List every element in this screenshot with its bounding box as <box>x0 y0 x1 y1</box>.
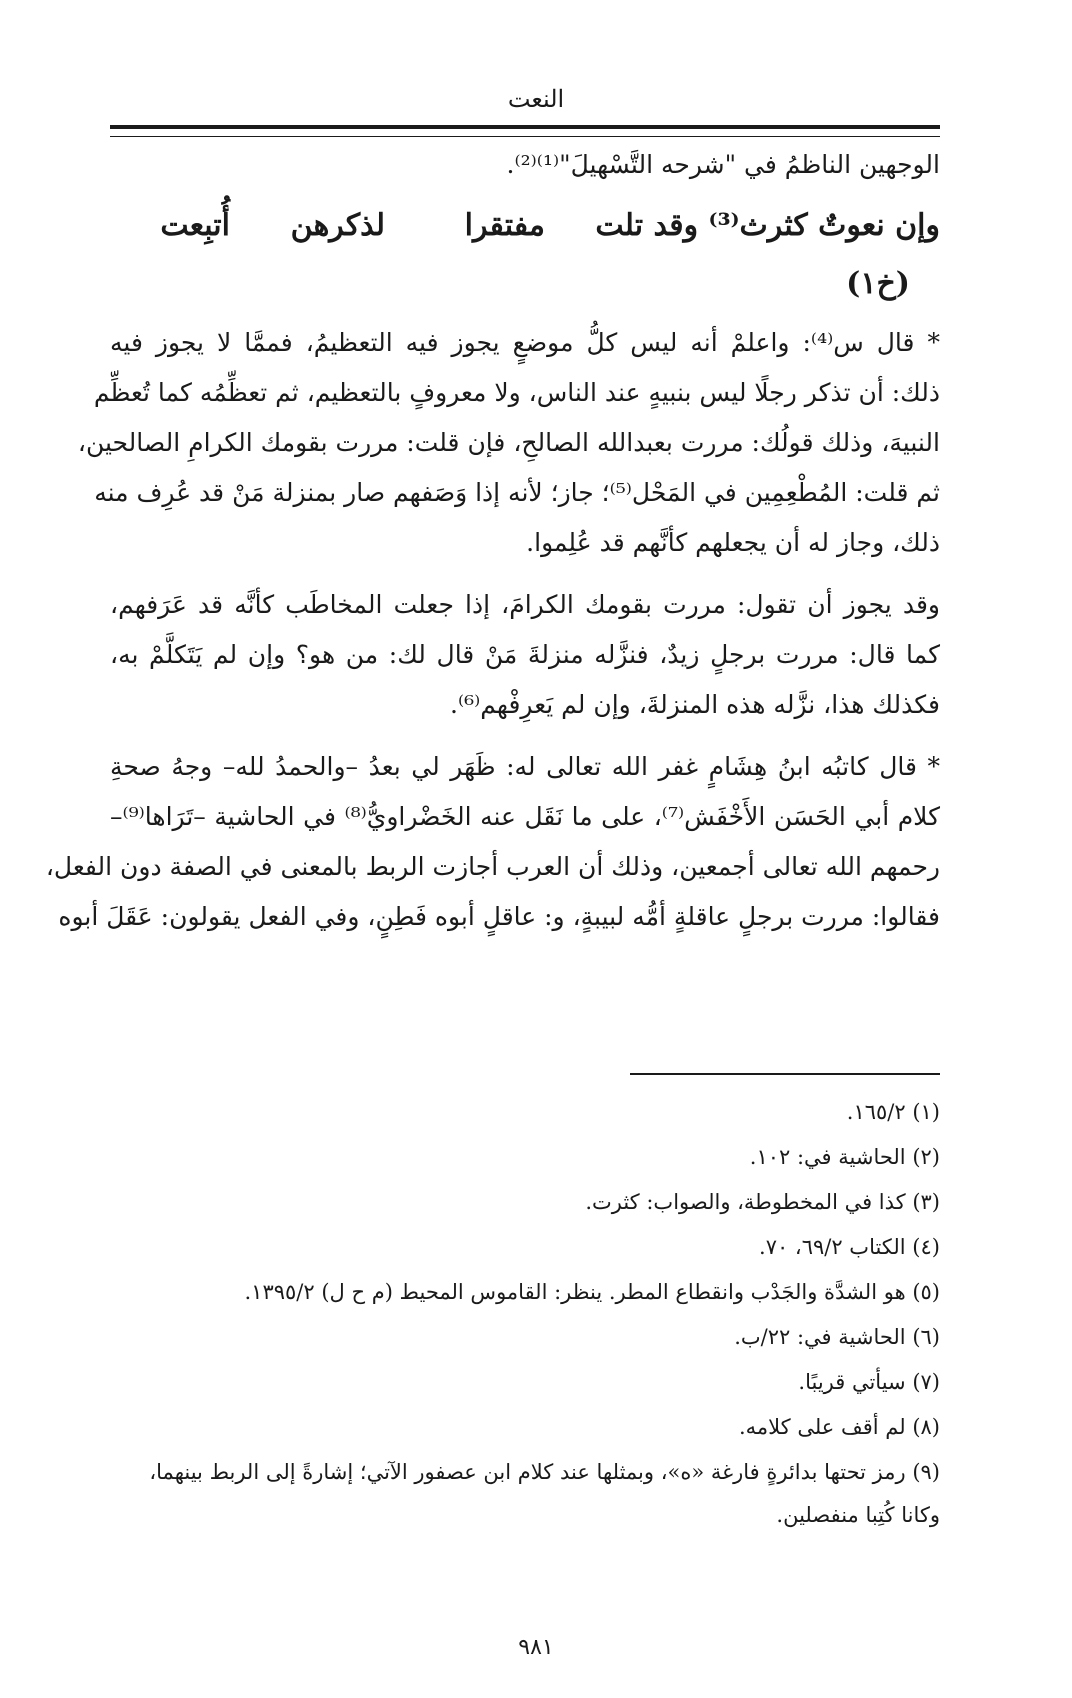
footnote-separator <box>630 1073 940 1075</box>
verse-word-4: أُتبِعت <box>160 208 230 243</box>
para3-line-3: رحمهم الله تعالى أجمعين، وذلك أن العرب أجازت الربط بالمعنى في الصفة دون الفعل، <box>45 852 940 881</box>
page-number: ٩٨١ <box>518 1635 554 1660</box>
para3-line-1: * قال كاتبُه ابنُ هِشَامٍ غفر الله تعالى له: ظَهَر لي بعدُ –والحمدُ لله– وجهُ صحةِ <box>110 752 940 781</box>
para3-line-4: فقالوا: مررت برجلٍ عاقلةٍ أمُّه لبيبةٍ، و: عاقلٍ أبوه فَطِنٍ، وفي الفعل يقولون: عَقَلَ أبوه <box>58 902 940 931</box>
footnote-2: (٢) الحاشية في: ١٠٢. <box>749 1145 940 1169</box>
footnote-9: (٩) رمز تحتها بدائرةٍ فارغة «ه»، وبمثلها عند كلام ابن عصفور الآتي؛ إشارةً إلى الربط بينهما، <box>149 1460 940 1484</box>
footnote-8: (٨) لم أقف على كلامه. <box>738 1415 940 1439</box>
footnote-9-continued: وكانا كُتِبا منفصلين. <box>776 1503 940 1527</box>
footnote-3: (٣) كذا في المخطوطة، والصواب: كثرت. <box>585 1190 940 1214</box>
verse-ref-line <box>110 266 940 310</box>
para2-line-2: كما قال: مررت برجلٍ زيدٌ، فنزَّله منزلةَ مَنْ قال لك: من هو؟ وإن لم يَتَكلَّمْ به، <box>110 640 940 669</box>
verse-word-3: لذكرهن <box>290 208 385 243</box>
para1-line-5: ذلك، وجاز له أن يجعلهم كأنَّهم قد عُلِموا. <box>526 528 940 557</box>
para1-line-1: * قال س⁽⁴⁾: واعلمْ أنه ليس كلُّ موضعٍ يجوز فيه التعظيمُ، فممَّا لا يجوز فيه <box>110 328 940 357</box>
para2-line-1: وقد يجوز أن تقول: مررت بقومك الكرامَ، إذا جعلت المخاطَب كأنَّه قد عَرَفهم، <box>110 590 940 619</box>
para1-line-3: النبيهَ، وذلك قولُك: مررت بعبدالله الصالحِ، فإن قلت: مررت بقومك الكرامِ الصالحين، <box>77 428 940 457</box>
para1-line-2: ذلك: أن تذكر رجلًا ليس بنبيهٍ عند الناس، ولا معروفٍ بالتعظيم، ثم تعظِّمُه كما تُعظِّم <box>93 378 940 407</box>
verse-line <box>110 208 940 252</box>
para1-line-4: ثم قلت: المُطْعِمِين في المَحْل⁽⁵⁾؛ جاز؛ لأنه إذا وَصَفهم صار بمنزلة مَنْ قد عُرِف منه <box>94 478 940 507</box>
footnote-7: (٧) سيأتي قريبًا. <box>798 1370 940 1394</box>
verse-hemistich-1: وإن نعوتٌ كثرث⁽³⁾ وقد تلت <box>595 208 940 243</box>
para3-line-2: كلام أبي الحَسَن الأَخْفَش⁽⁷⁾، على ما نَقَل عنه الخَضْراويُّ⁽⁸⁾ في الحاشية –تَرَاها⁽⁹⁾– <box>110 802 941 831</box>
footnote-4: (٤) الكتاب ٦٩/٢، ٧٠. <box>759 1235 940 1259</box>
header-rule-thin <box>110 136 940 137</box>
verse-word-2: مفتقرا <box>464 208 545 243</box>
verse-reference: (خ١) <box>846 266 910 301</box>
header-rule-thick <box>110 125 940 129</box>
para2-line-3: فكذلك هذا، نزَّله هذه المنزلةَ، وإن لم يَعرِفْهم⁽⁶⁾. <box>450 690 940 719</box>
intro-line: الوجهين الناظمُ في "شرحه التَّسْهيلَ"⁽¹⁾⁽²⁾. <box>506 150 940 179</box>
running-header: النعت <box>507 85 565 113</box>
footnote-5: (٥) هو الشدَّة والجَدْب وانقطاع المطر. ينظر: القاموس المحيط (م ح ل) ١٣٩٥/٢. <box>244 1280 940 1304</box>
footnote-1: (١) ١٦٥/٢. <box>846 1100 940 1124</box>
footnote-6: (٦) الحاشية في: ٢٢/ب. <box>734 1325 940 1349</box>
